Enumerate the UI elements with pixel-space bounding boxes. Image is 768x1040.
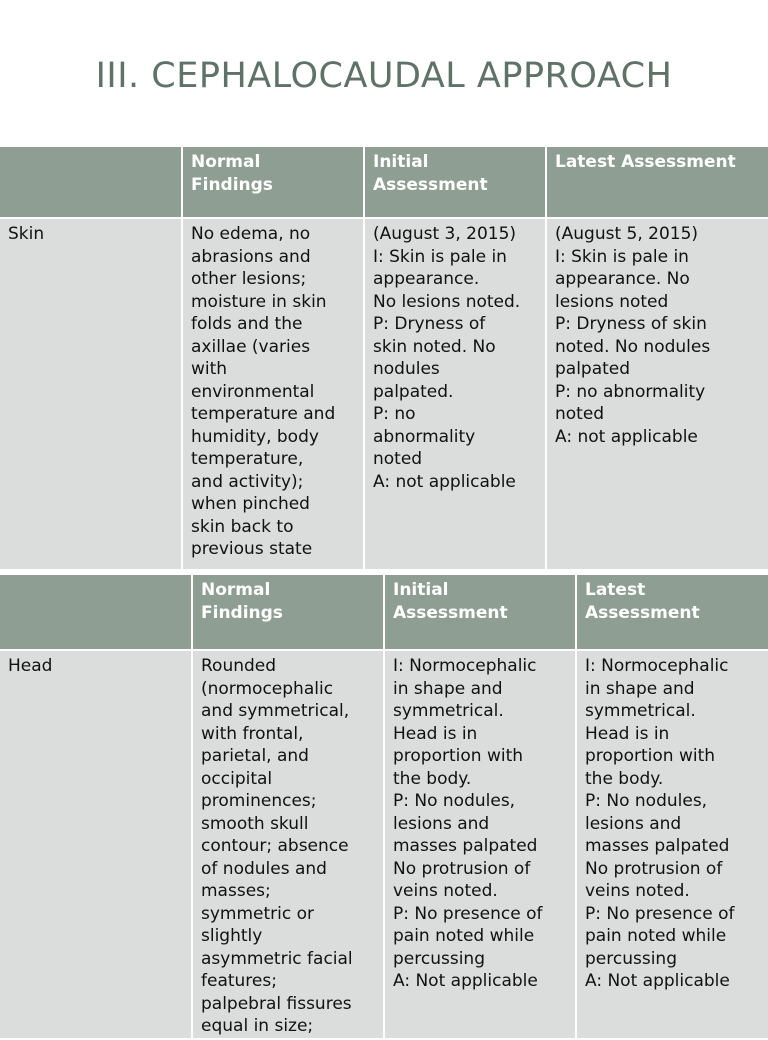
header-latest-assessment: Latest Assessment bbox=[576, 575, 768, 650]
head-initial-assessment: I: Normocephalic in shape and symmetrical. Head is in proportion with the body. P: No nodules, lesions and masses palpated No protrusion of veins noted. P: No presence of pain noted while percussing A: Not applicable bbox=[384, 650, 576, 1039]
header-empty-cell bbox=[0, 147, 182, 218]
table-row bbox=[0, 650, 768, 1039]
row-label-skin: Skin bbox=[0, 218, 182, 570]
page-title: III. CEPHALOCAUDAL APPROACH bbox=[95, 56, 673, 96]
head-assessment-table bbox=[0, 575, 768, 1040]
header-initial-assessment: Initial Assessment bbox=[364, 147, 546, 218]
header-latest-assessment: Latest Assessment bbox=[546, 147, 768, 218]
table-header-row bbox=[0, 147, 768, 218]
table-header-row bbox=[0, 575, 768, 650]
skin-assessment-table bbox=[0, 147, 768, 571]
header-initial-assessment: Initial Assessment bbox=[384, 575, 576, 650]
header-normal-findings: Normal Findings bbox=[192, 575, 384, 650]
head-normal-findings: Rounded (normocephalic and symmetrical, with frontal, parietal, and occipital prominences; smooth skull contour; absence of nodules and masses; symmetric or slightly asymmetric facial features; palpebral fissures equal in size; bbox=[192, 650, 384, 1039]
head-latest-assessment: I: Normocephalic in shape and symmetrical. Head is in proportion with the body. P: No nodules, lesions and masses palpated No protrusion of veins noted. P: No presence of pain noted while percussing A: Not applicable bbox=[576, 650, 768, 1039]
header-normal-findings: Normal Findings bbox=[182, 147, 364, 218]
skin-initial-assessment: (August 3, 2015) I: Skin is pale in appearance. No lesions noted. P: Dryness of skin noted. No nodules palpated. P: no abnormality noted A: not applicable bbox=[364, 218, 546, 570]
row-label-head: Head bbox=[0, 650, 192, 1039]
header-empty-cell bbox=[0, 575, 192, 650]
skin-latest-assessment: (August 5, 2015) I: Skin is pale in appearance. No lesions noted P: Dryness of skin noted. No nodules palpated P: no abnormality noted A: not applicable bbox=[546, 218, 768, 570]
table-row bbox=[0, 218, 768, 570]
skin-normal-findings: No edema, no abrasions and other lesions; moisture in skin folds and the axillae (varies with environmental temperature and humidity, body temperature, and activity); when pinched skin back to previous state bbox=[182, 218, 364, 570]
